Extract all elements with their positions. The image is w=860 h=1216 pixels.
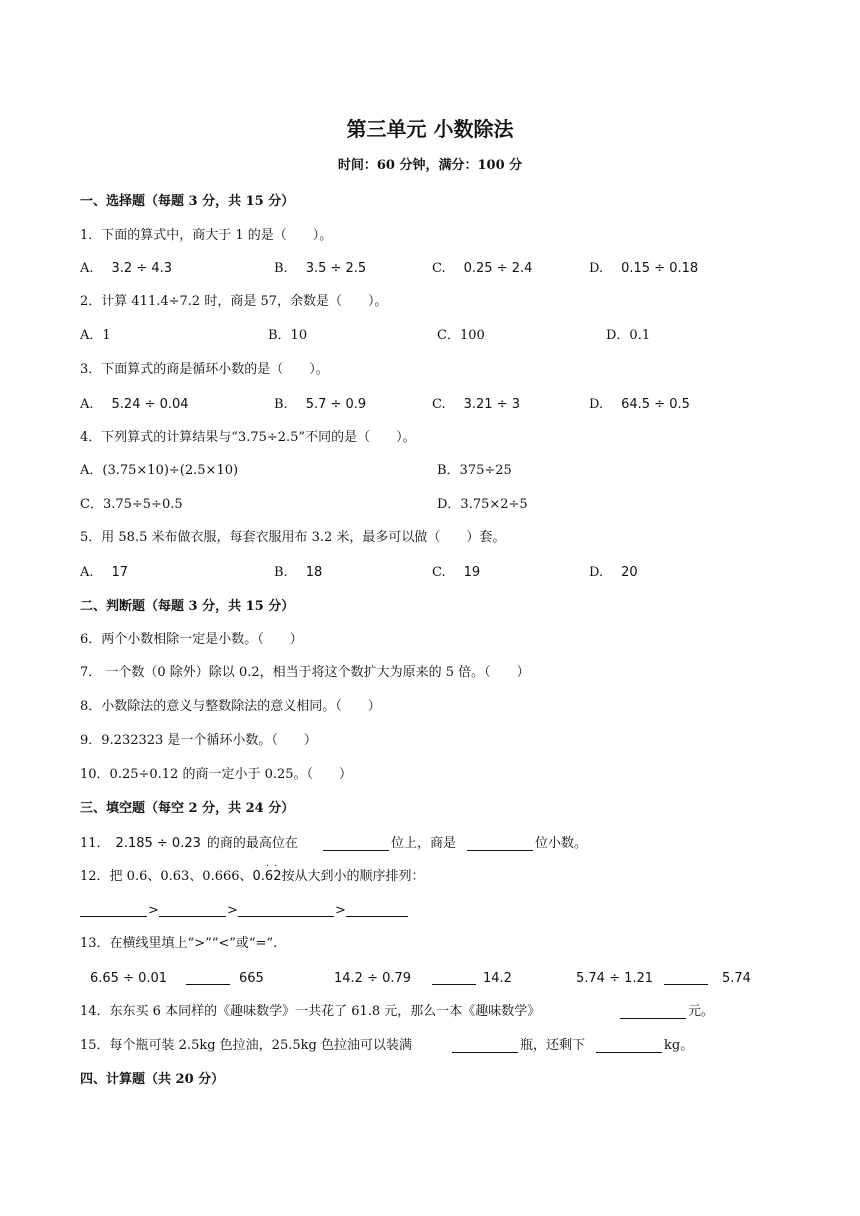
option: D. 64.5 ÷ 0.5: [589, 397, 690, 412]
question-stem: 瓶，还剩下: [520, 1038, 586, 1053]
question-stem: 15．每个瓶可装 2.5kg 色拉油，25.5kg 色拉油可以装满: [80, 1038, 412, 1053]
question-stem: 1．下面的算式中，商大于 1 的是（ ）。: [80, 228, 333, 243]
section-heading: 二、判断题（每题 3 分，共 15 分）: [80, 599, 295, 614]
answer-blank[interactable]: [323, 836, 389, 851]
comparison-sign: >: [227, 903, 238, 918]
compare-item: 14.2 ÷ 0.79: [334, 971, 412, 986]
answer-blank[interactable]: [346, 902, 408, 917]
answer-blank[interactable]: [620, 1004, 686, 1019]
question-stem: 2．计算 411.4÷7.2 时，商是 57，余数是（ ）。: [80, 294, 388, 309]
question-stem: 10．0.25÷0.12 的商一定小于 0.25。（ ）: [80, 767, 353, 782]
answer-blank[interactable]: [238, 902, 334, 917]
option: B. 18: [274, 565, 323, 580]
option: D. 20: [589, 565, 638, 580]
question-stem: 11． 2.185 ÷ 0.23 的商的最高位在: [80, 836, 298, 851]
option: C．100: [437, 328, 485, 343]
comparison-sign: >: [335, 903, 346, 918]
option: C. 0.25 ÷ 2.4: [432, 261, 533, 276]
option: D．3.75×2÷5: [437, 497, 528, 512]
option: B. 3.5 ÷ 2.5: [274, 261, 367, 276]
option: D．0.1: [606, 328, 651, 343]
exam-info: 时间：60 分钟，满分：100 分: [337, 158, 523, 173]
question-stem: 8．小数除法的意义与整数除法的意义相同。（ ）: [80, 699, 381, 714]
question-stem: 6．两个小数相除一定是小数。（ ）: [80, 632, 303, 647]
question-stem: 12．把 0.6、0.63、0.666、0.6 · 2 · 按从大到小的顺序排列：: [80, 861, 425, 884]
option: A. 5.24 ÷ 0.04: [80, 397, 189, 412]
option: A．1: [80, 328, 111, 343]
option: D. 0.15 ÷ 0.18: [589, 261, 699, 276]
answer-blank[interactable]: [452, 1038, 518, 1053]
question-stem: 元。: [688, 1004, 715, 1019]
answer-blank[interactable]: [664, 970, 708, 985]
answer-blank[interactable]: [596, 1038, 662, 1053]
compare-item: 5.74: [722, 971, 751, 986]
answer-blank[interactable]: [159, 902, 226, 917]
question-stem: 7． 一个数（0 除外）除以 0.2，相当于将这个数扩大为原来的 5 倍。（ ）: [80, 665, 530, 680]
question-stem: 4．下列算式的计算结果与“3.75÷2.5”不同的是（ ）。: [80, 430, 416, 445]
page-title: 第三单元 小数除法: [346, 117, 514, 141]
option: B. 5.7 ÷ 0.9: [274, 397, 367, 412]
question-stem: kg。: [664, 1038, 694, 1053]
option: A．(3.75×10)÷(2.5×10): [80, 463, 239, 478]
section-heading: 一、选择题（每题 3 分，共 15 分）: [80, 194, 295, 209]
option: A. 17: [80, 565, 129, 580]
question-stem: 9．9.232323 是一个循环小数。（ ）: [80, 733, 317, 748]
section-heading: 四、计算题（共 20 分）: [80, 1072, 225, 1087]
option: C. 19: [432, 565, 481, 580]
option: C. 3.21 ÷ 3: [432, 397, 520, 412]
question-stem: 14．东东买 6 本同样的《趣味数学》一共花了 61.8 元，那么一本《趣味数学》: [80, 1004, 541, 1019]
question-stem: 13．在横线里填上“>”“<”或“=”.: [80, 936, 278, 951]
compare-item: 665: [239, 971, 264, 986]
compare-item: 6.65 ÷ 0.01: [90, 971, 168, 986]
answer-blank[interactable]: [467, 836, 533, 851]
question-stem: 5．用 58.5 米布做衣服，每套衣服用布 3.2 米，最多可以做（ ）套。: [80, 530, 506, 545]
option: C．3.75÷5÷0.5: [80, 497, 183, 512]
answer-blank[interactable]: [80, 902, 147, 917]
question-stem: 位上，商是: [391, 836, 457, 851]
compare-item: 14.2: [483, 971, 512, 986]
option: B．375÷25: [437, 463, 512, 478]
answer-blank[interactable]: [432, 970, 476, 985]
question-stem: 位小数。: [535, 836, 588, 851]
section-heading: 三、填空题（每空 2 分，共 24 分）: [80, 801, 295, 816]
question-stem: 3．下面算式的商是循环小数的是（ ）。: [80, 362, 329, 377]
option: A. 3.2 ÷ 4.3: [80, 261, 173, 276]
comparison-sign: >: [148, 903, 159, 918]
answer-blank[interactable]: [186, 970, 230, 985]
option: B．10: [268, 328, 308, 343]
compare-item: 5.74 ÷ 1.21: [576, 971, 654, 986]
